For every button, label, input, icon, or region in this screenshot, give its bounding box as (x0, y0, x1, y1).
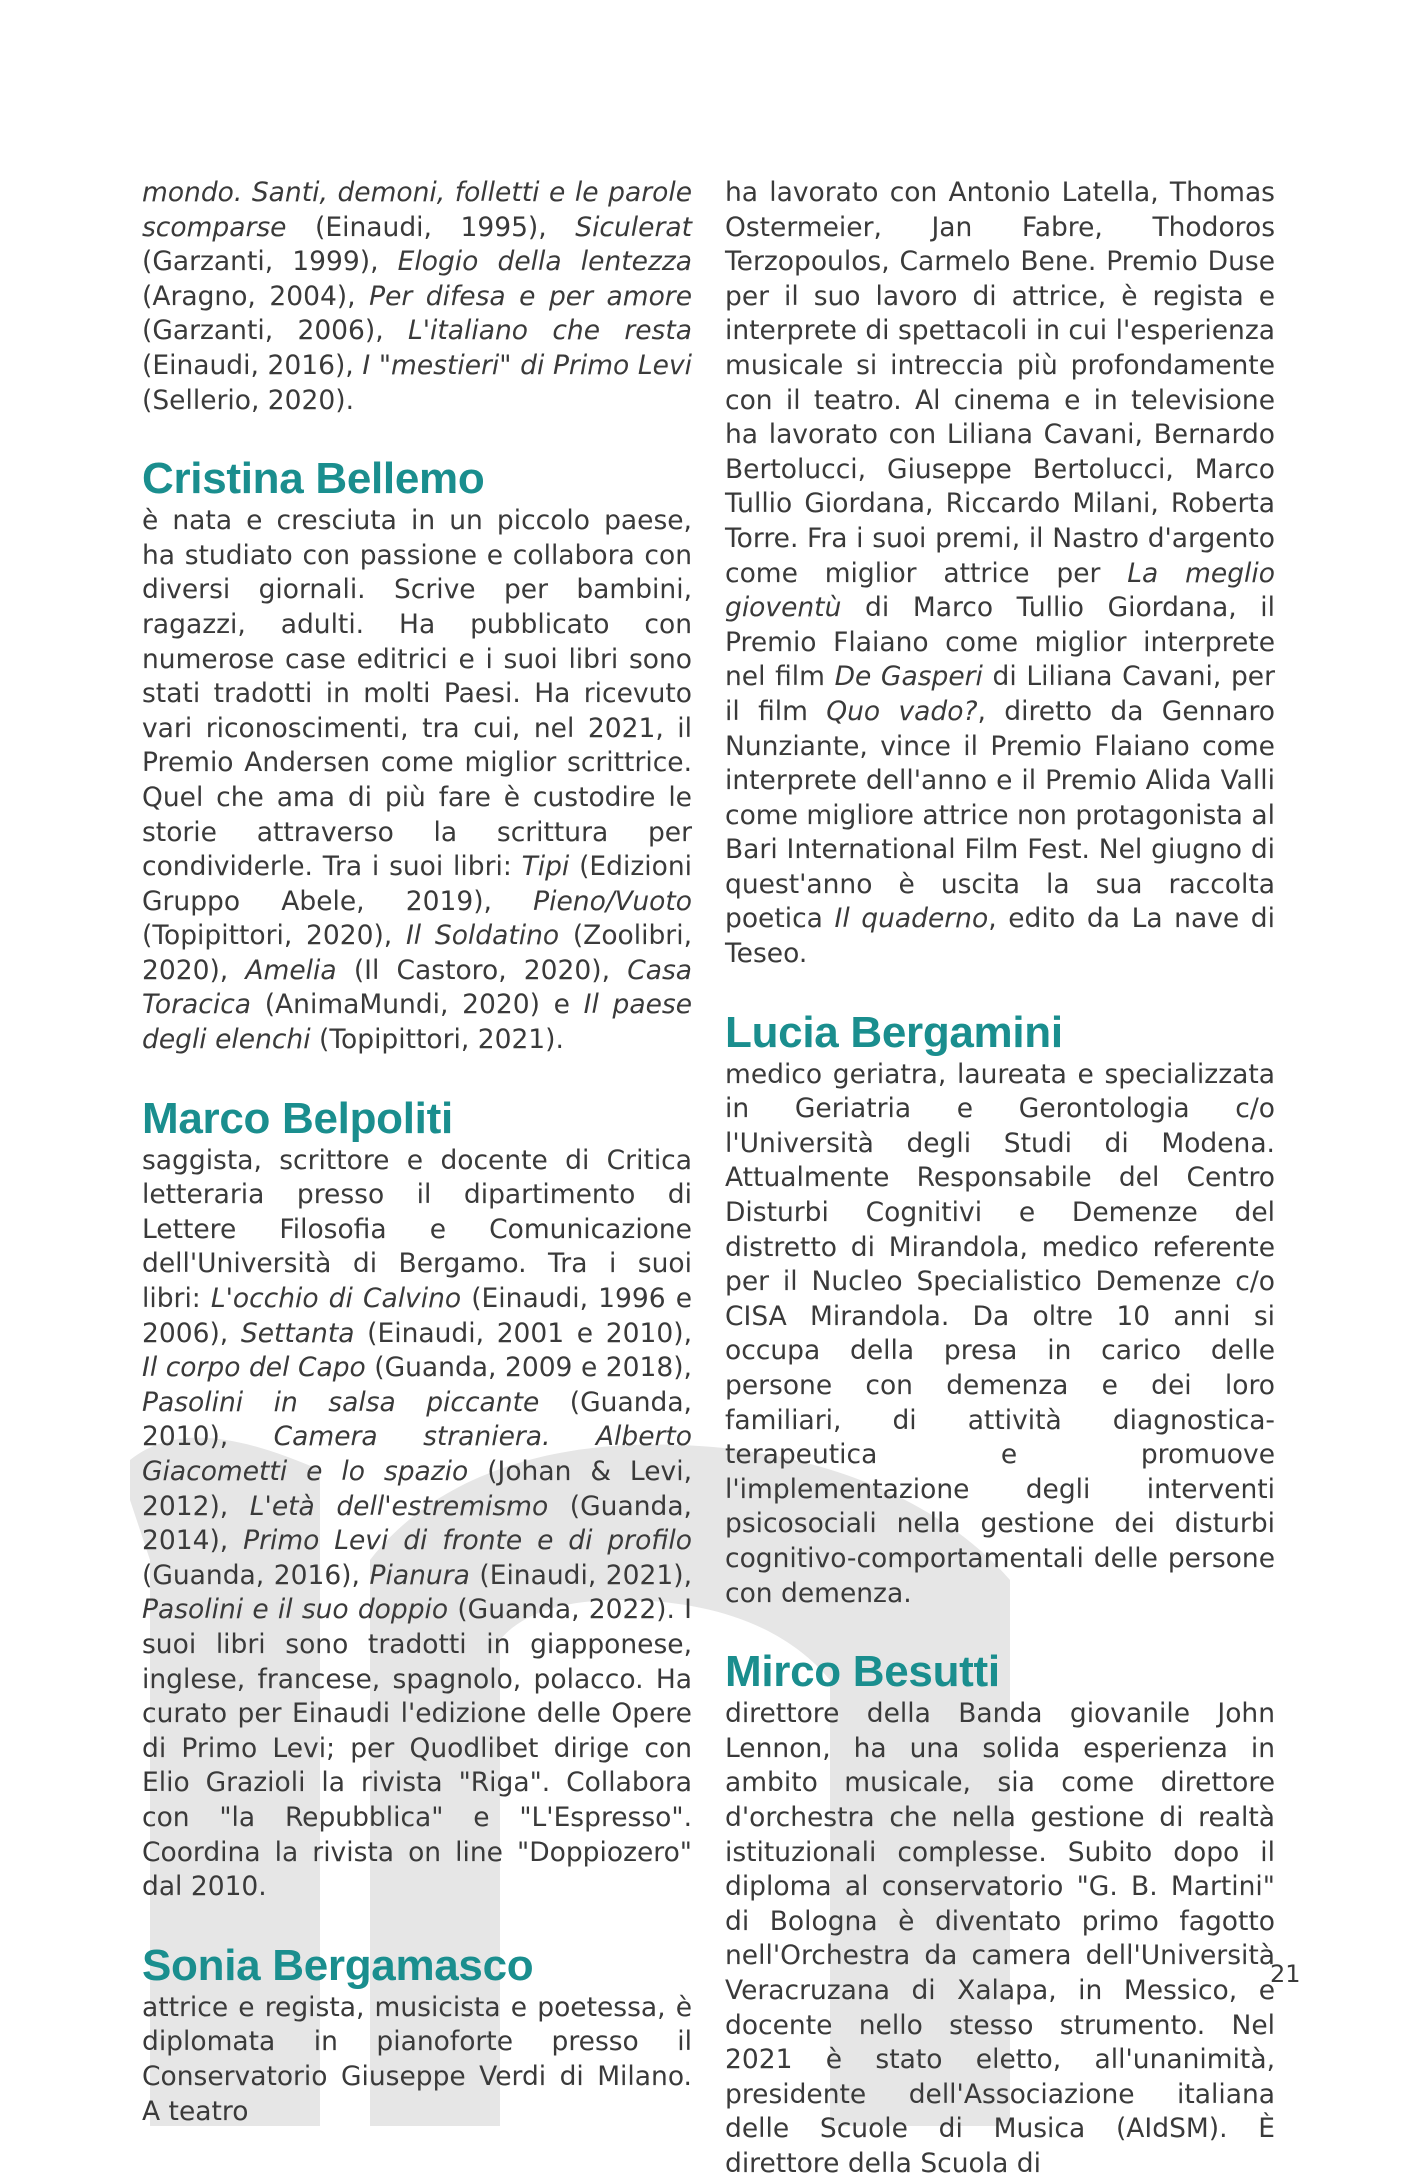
book-title: Casa Toracica (142, 954, 692, 1021)
bio-text (725, 1697, 1275, 2181)
text-run: (Il Castoro, 2020), (336, 954, 628, 986)
text-run: (Sellerio, 2020). (142, 384, 355, 416)
text-run: ha lavorato con Antonio Latella, Thomas Ostermeier, Jan Fabre, Thodoros Terzopoulos, Carmelo Bene. Premio Duse per il suo lavoro di attrice, è regista e interprete di spettacoli in cui l'esperienza musicale si intreccia più profondamente con il teatro. Al cinema e in televisione ha lavorato con Liliana Cavani, Bernardo Bertolucci, Giuseppe Bertolucci, Marco Tullio Giordana, Riccardo Milani, Roberta Torre. Fra i suoi premi, il Nastro d'argento come miglior attrice per (725, 177, 1275, 589)
book-title: Settanta (240, 1317, 355, 1349)
text-run: (Topipittori, 2020), (142, 920, 406, 952)
book-title: Pasolini in salsa piccante (142, 1386, 540, 1418)
bio-text (725, 1058, 1275, 1612)
book-title: I "mestieri" di Primo Levi (362, 349, 692, 381)
left-column (142, 176, 692, 2129)
book-title: L'italiano che resta (408, 315, 692, 347)
text-run: (Guanda, 2014), (142, 1490, 692, 1557)
text-run: (Einaudi, 2016), (142, 349, 363, 381)
text-run: (Zoolibri, 2020), (142, 920, 692, 986)
book-title: Il Soldatino (405, 920, 560, 952)
book-title: Pasolini e il suo doppio (142, 1594, 449, 1626)
text-run: medico geriatra, laureata e specializzata in Geriatria e Gerontologia c/o l'Università degli Studi di Modena. Attualmente Responsabile del Centro Disturbi Cognitivi e Demenze del distretto di Mirandola, medico referente per il Nucleo Specialistico Demenze c/o CISA Mirandola. Da oltre 10 anni si occupa della presa in carico delle persone con demenza e dei loro familiari, di attività diagnostica-terapeutica e promuove l'implementazione degli interventi psicosociali nella gestione dei disturbi cognitivo-comportamentali delle persone con demenza. (725, 1058, 1275, 1609)
text-run: , edito da La nave di Teseo. (725, 903, 1275, 970)
book-title: Amelia (245, 954, 337, 986)
text-run: è nata e cresciuta in un piccolo paese, ha studiato con passione e collabora con diversi giornali. Scrive per bambini, ragazzi, adulti. Ha pubblicato con numerose case editrici e i suoi libri sono stati tradotti in molti Paesi. Ha ricevuto vari riconoscimenti, tra cui, nel 2021, il Premio Andersen come miglior scrittrice. Quel che ama di più fare è custodire le storie attraverso la scrittura per condividerle. Tra i suoi libri: (142, 505, 692, 883)
book-title: De Gasperi (834, 661, 983, 693)
bio-heading: Cristina Bellemo (142, 454, 485, 504)
text-run: (Topipittori, 2021). (310, 1024, 564, 1056)
text-run: , diretto da Gennaro Nunziante, vince il Premio Flaiano come interprete dell'anno e il Premio Alida Valli come migliore attrice non protagonista al Bari International Film Fest. Nel giugno di quest'anno è uscita la sua raccolta poetica (725, 695, 1276, 935)
text-run: (Einaudi, 1996 e 2006), (142, 1283, 693, 1349)
right-column (725, 176, 1275, 2181)
text-run: attrice e regista, musicista e poetessa, è diplomata in pianoforte presso il Conservatorio Giuseppe Verdi di Milano. A teatro (142, 1991, 692, 2127)
bio-heading: Marco Belpoliti (142, 1093, 453, 1143)
text-run: (Guanda, 2022). I suoi libri sono tradotti in giapponese, inglese, francese, spagnolo, polacco. Ha curato per Einaudi l'edizione delle Opere di Primo Levi; per Quodlibet dirige con Elio Grazioli la rivista "Riga". Collabora con "la Repubblica" e "L'Espresso". Coordina la rivista on line "Doppiozero" dal 2010. (142, 1594, 692, 1903)
book-title: Quo vado? (826, 695, 978, 727)
text-run: (Edizioni Gruppo Abele, 2019), (142, 851, 692, 917)
text-run: (Garzanti, 1999), (142, 246, 398, 278)
text-run: (Garzanti, 2006), (142, 315, 408, 347)
book-title: La meglio gioventù (725, 557, 1275, 624)
text-run: (Guanda, 2016), (142, 1559, 370, 1591)
book-title: Elogio della lentezza (397, 246, 692, 278)
book-title: Siculerat (575, 211, 692, 243)
book-title: Per difesa e per amore (369, 280, 692, 312)
book-title: Camera straniera. Alberto Giacometti e lo spazio (142, 1421, 692, 1487)
bio-heading: Mirco Besutti (725, 1647, 1000, 1697)
bio-heading: Sonia Bergamasco (142, 1940, 534, 1990)
text-run: (Einaudi, 2001 e 2010), (354, 1317, 692, 1349)
text-run: (Einaudi, 1995), (286, 211, 576, 243)
text-run: (Aragno, 2004), (142, 280, 370, 312)
book-title: Il paese degli elenchi (142, 989, 692, 1056)
book-title: L'età dell'estremismo (249, 1490, 549, 1522)
bio-text (142, 1991, 692, 2129)
page-number: 21 (1270, 1960, 1301, 1988)
book-title: L'occhio di Calvino (210, 1283, 462, 1315)
bio-text (142, 504, 692, 1058)
text-run: (Johan & Levi, 2012), (142, 1456, 693, 1522)
text-run: di Marco Tullio Giordana, il Premio Flaiano come miglior interprete nel film (725, 592, 1275, 693)
book-title: Pianura (369, 1559, 470, 1591)
book-title: Pieno/Vuoto (533, 885, 692, 917)
bio-text (142, 1144, 692, 1905)
text-run: di Liliana Cavani, per il film (725, 661, 1275, 727)
text-run: (Guanda, 2010), (142, 1386, 692, 1453)
book-title: mondo. Santi, demoni, folletti e le parole scomparse (142, 177, 692, 243)
bio-heading: Lucia Bergamini (725, 1007, 1063, 1057)
text-run: (Guanda, 2009 e 2018), (365, 1352, 692, 1384)
book-title: Il corpo del Capo (142, 1352, 366, 1384)
intro-tail (142, 176, 692, 418)
book-title: Il quaderno (834, 903, 989, 935)
bio-continuation (725, 176, 1275, 972)
text-run: (AnimaMundi, 2020) e (251, 989, 584, 1021)
text-run: direttore della Banda giovanile John Lennon, ha una solida esperienza in ambito musicale, sia come direttore d'orchestra che nella gestione di realtà istituzionali complesse. Subito dopo il diploma al conservatorio "G. B. Martini" di Bologna è diventato primo fagotto nell'Orchestra da camera dell'Università Veracruzana di Xalapa, in Messico, e docente nello stesso strumento. Nel 2021 è stato eletto, all'unanimità, presidente dell'Associazione italiana delle Scuole di Musica (AIdSM). È direttore della Scuola di (725, 1698, 1275, 2179)
book-title: Primo Levi di fronte e di profilo (243, 1525, 692, 1557)
text-run: saggista, scrittore e docente di Critica letteraria presso il dipartimento di Lettere Filosofia e Comunicazione dell'Università di Bergamo. Tra i suoi libri: (142, 1144, 692, 1315)
text-run: (Einaudi, 2021), (469, 1559, 692, 1591)
book-title: Tipi (521, 851, 570, 883)
